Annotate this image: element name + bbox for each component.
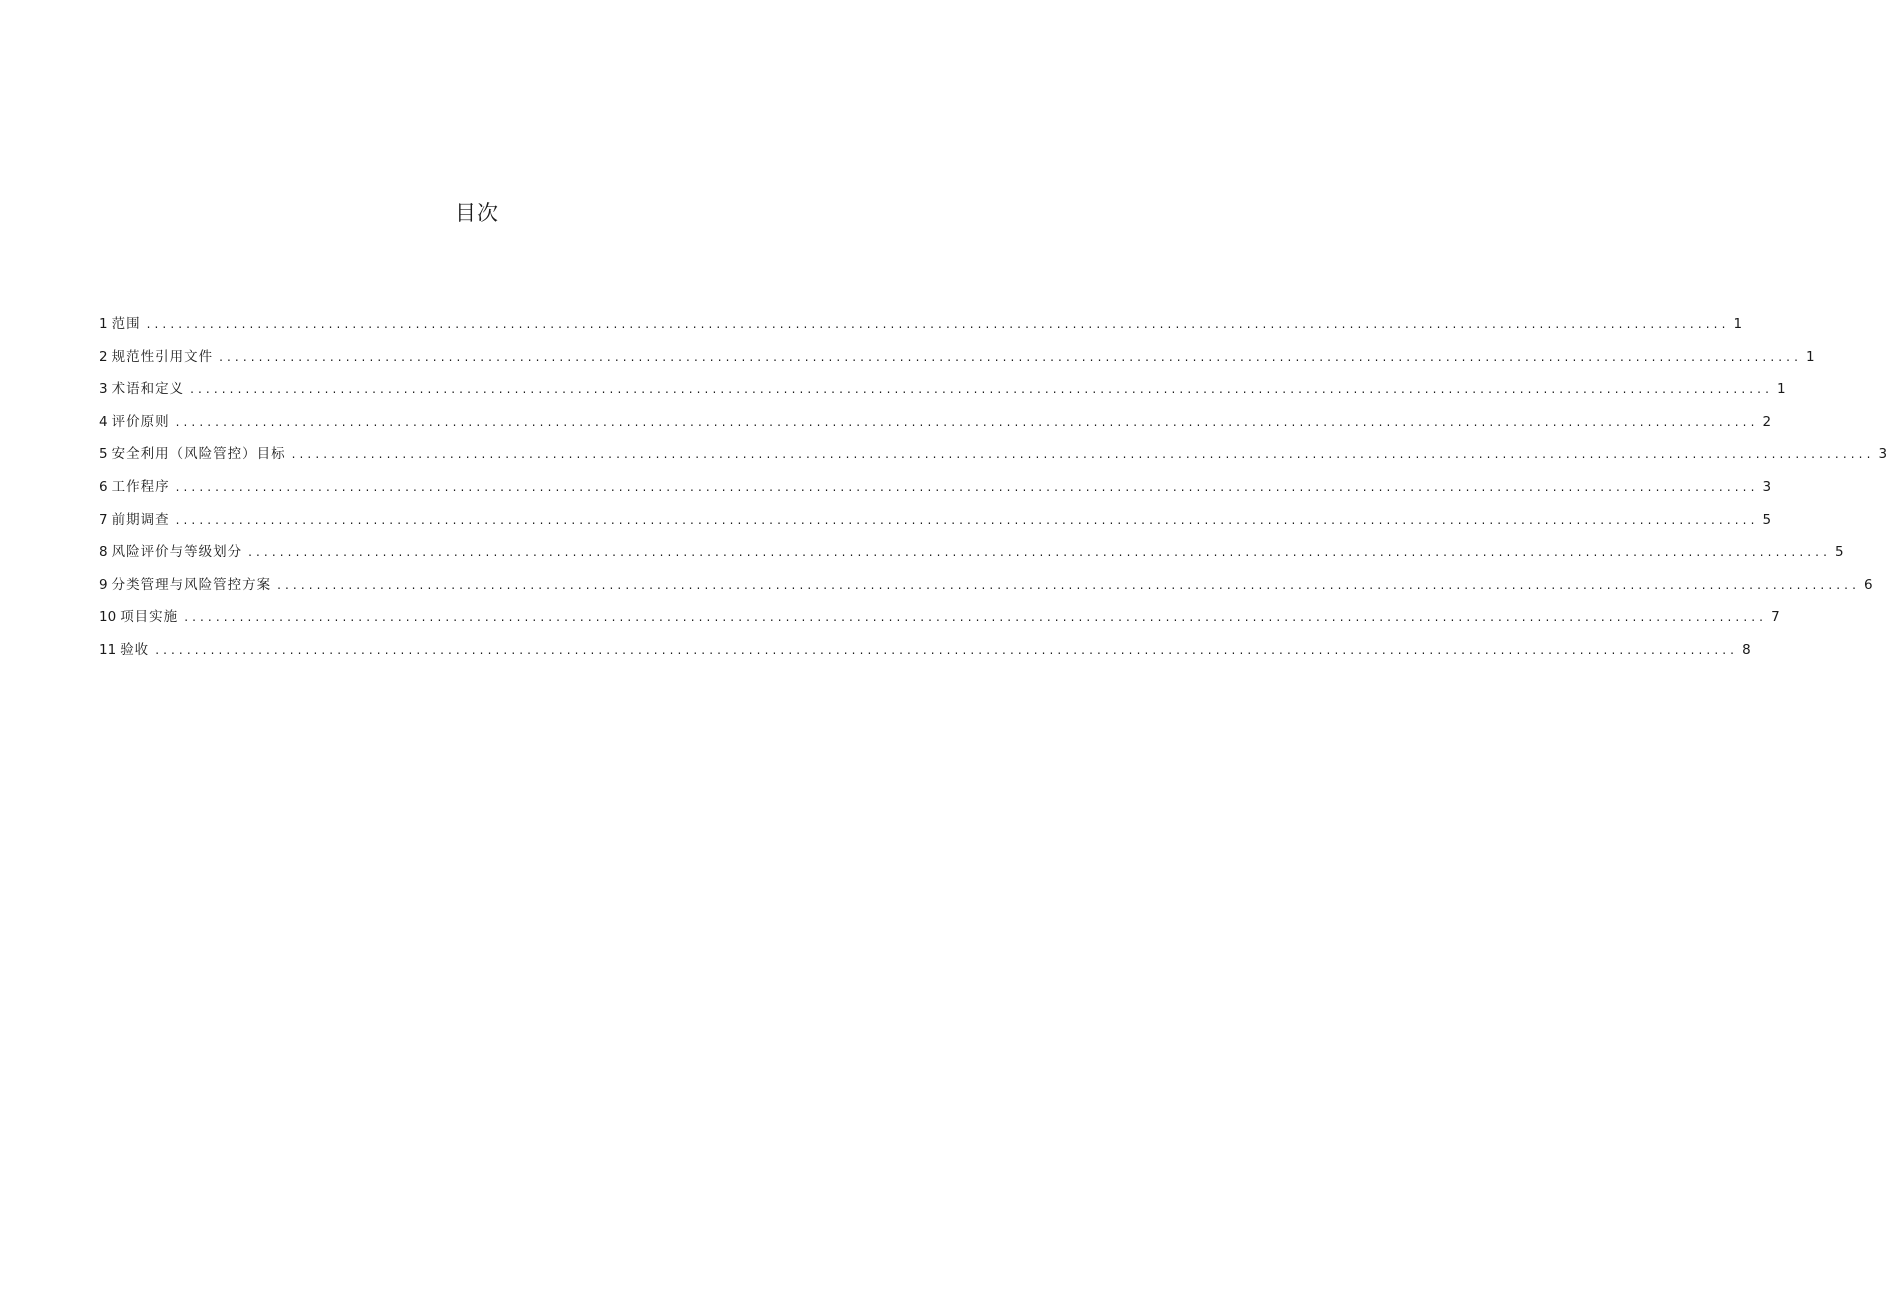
- dot-leader: ........................................................................................................................................................................................................: [291, 447, 1875, 462]
- toc-entry-label: 工作程序: [111, 478, 170, 495]
- dot-leader: ........................................................................................................................................................................................................: [248, 545, 1831, 560]
- toc-entry-page: 6: [1863, 576, 1873, 593]
- dot-leader: ........................................................................................................................................................................................................: [155, 642, 1739, 657]
- toc-entry[interactable]: [99, 444, 1887, 477]
- dot-leader: ........................................................................................................................................................................................................: [146, 317, 1730, 331]
- toc-entry-label: 评价原则: [111, 413, 170, 430]
- toc-entry-number: 11: [99, 641, 117, 658]
- toc-entry[interactable]: [99, 510, 1772, 543]
- dot-leader: ........................................................................................................................................................................................................: [184, 610, 1768, 625]
- toc-entry-page: 3: [1762, 478, 1772, 495]
- toc-entry-page: 3: [1878, 446, 1887, 463]
- toc-entry-number: 8: [99, 544, 108, 561]
- toc-entry-page: 5: [1834, 544, 1844, 561]
- toc-entry[interactable]: [99, 347, 1815, 380]
- dot-leader: ........................................................................................................................................................................................................: [175, 414, 1759, 429]
- toc-entry-number: 7: [99, 511, 108, 528]
- dot-leader: ........................................................................................................................................................................................................: [277, 577, 1860, 592]
- toc-entry-page: 1: [1805, 348, 1815, 365]
- toc-entry[interactable]: [99, 477, 1772, 510]
- toc-entry-number: 1: [99, 316, 108, 332]
- toc-entry-number: 9: [99, 576, 108, 593]
- toc-entry-label: 安全利用（风险管控）目标: [111, 446, 286, 463]
- dot-leader: ........................................................................................................................................................................................................: [175, 512, 1759, 527]
- toc-entry-label: 验收: [120, 641, 150, 658]
- toc-entry-label: 前期调查: [111, 511, 170, 528]
- toc-entry[interactable]: [99, 607, 1780, 640]
- toc-entry[interactable]: [99, 640, 1751, 673]
- toc-entry-label: 范围: [111, 316, 141, 332]
- toc-entry-label: 分类管理与风险管控方案: [111, 576, 272, 593]
- toc-entry-page: 7: [1771, 609, 1780, 626]
- toc-entry-number: 5: [99, 446, 108, 463]
- toc-entry-number: 4: [99, 413, 108, 430]
- dot-leader: ........................................................................................................................................................................................................: [219, 349, 1802, 364]
- toc-entry-number: 3: [99, 381, 108, 398]
- toc-entry[interactable]: [99, 314, 1743, 347]
- toc-entry-page: 5: [1762, 511, 1772, 528]
- dot-leader: ........................................................................................................................................................................................................: [175, 479, 1759, 494]
- toc-entry[interactable]: [99, 412, 1772, 445]
- toc-entry-page: 1: [1733, 316, 1743, 332]
- toc-entry-label: 规范性引用文件: [111, 348, 214, 365]
- toc-entry-page: 2: [1762, 413, 1772, 430]
- toc-entry[interactable]: [99, 379, 1786, 412]
- toc-entry-page: 1: [1776, 381, 1786, 398]
- toc-entry-label: 项目实施: [120, 609, 179, 626]
- page-title: 目次: [455, 201, 499, 225]
- toc-entry[interactable]: [99, 575, 1873, 608]
- toc-entry-label: 术语和定义: [111, 381, 185, 398]
- toc-entry-number: 6: [99, 478, 108, 495]
- toc-entry-page: 8: [1742, 641, 1751, 658]
- toc-entry-number: 2: [99, 348, 108, 365]
- toc-entry-number: 10: [99, 609, 117, 626]
- table-of-contents: [99, 314, 1887, 673]
- toc-entry-label: 风险评价与等级划分: [111, 544, 243, 561]
- dot-leader: ........................................................................................................................................................................................................: [190, 382, 1773, 397]
- toc-entry[interactable]: [99, 542, 1844, 575]
